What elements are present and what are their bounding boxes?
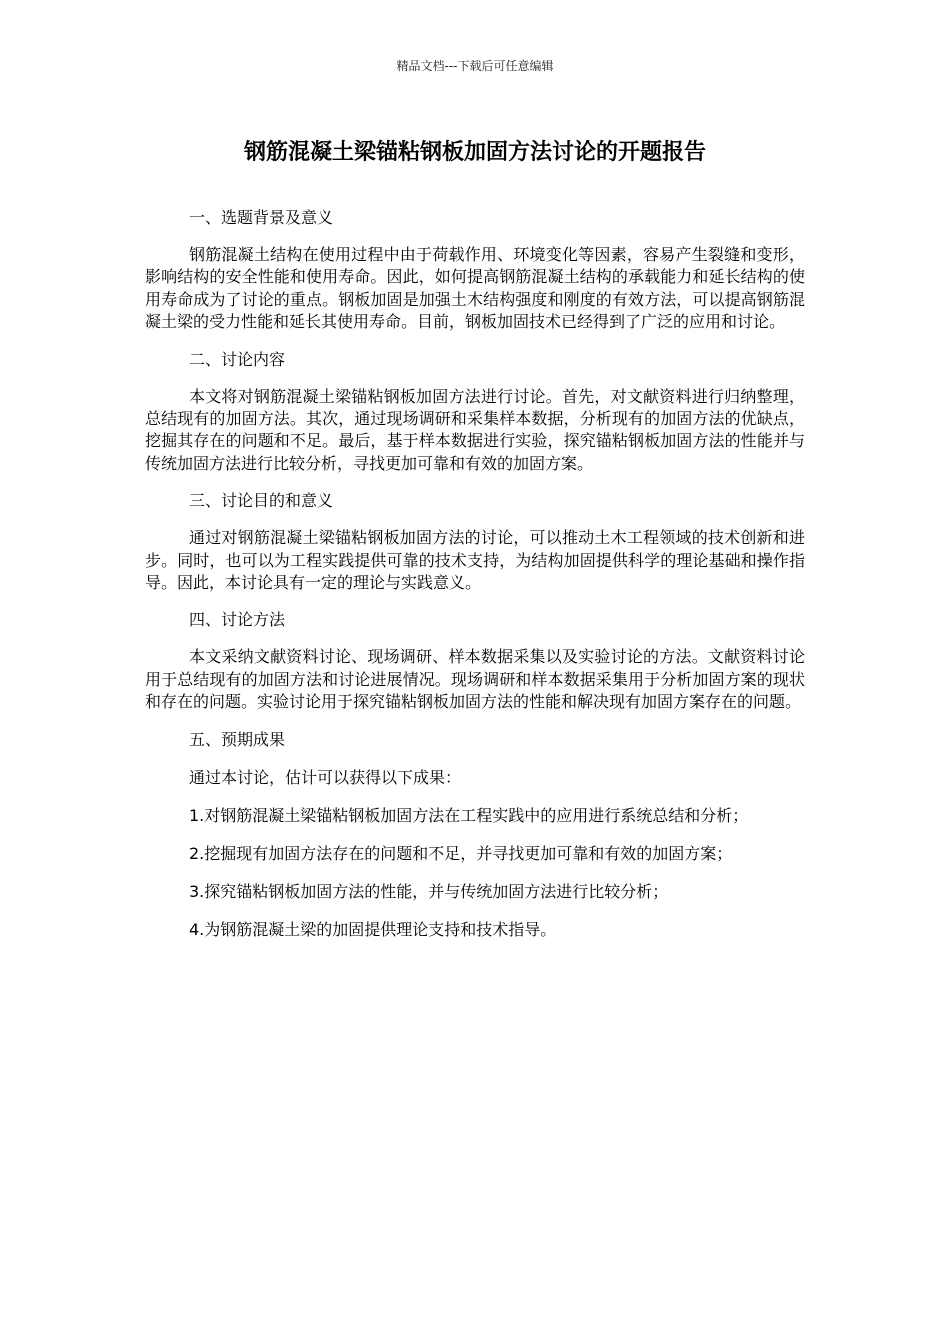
section-heading: 四、讨论方法 [189, 610, 286, 630]
body-paragraph: 钢筋混凝土结构在使用过程中由于荷载作用、环境变化等因素，容易产生裂缝和变形，影响结构的安全性能和使用寿命。因此，如何提高钢筋混凝土结构的承载能力和延长结构的使用寿命成为了讨论的重点。钢板加固是加强土木结构强度和刚度的有效方法，可以提高钢筋混凝土梁的受力性能和延长其使用寿命。目前，钢板加固技术已经得到了广泛的应用和讨论。 [145, 245, 805, 332]
section-heading: 二、讨论内容 [189, 349, 286, 369]
outcome-item: 2.挖掘现有加固方法存在的问题和不足，并寻找更加可靠和有效的加固方案； [189, 843, 733, 863]
outcome-item: 3.探究锚粘钢板加固方法的性能，并与传统加固方法进行比较分析； [189, 881, 669, 901]
outcome-item: 1.对钢筋混凝土梁锚粘钢板加固方法在工程实践中的应用进行系统总结和分析； [189, 805, 749, 825]
outcomes-intro: 通过本讨论，估计可以获得以下成果： [189, 767, 462, 787]
document-body [145, 206, 805, 956]
section-heading: 三、讨论目的和意义 [189, 491, 334, 511]
body-paragraph: 本文采纳文献资料讨论、现场调研、样本数据采集以及实验讨论的方法。文献资料讨论用于总结现有的加固方法和讨论进展情况。现场调研和样本数据采集用于分析加固方案的现状和存在的问题。实验讨论用于探究锚粘钢板加固方法的性能和解决现有加固方案存在的问题。 [145, 647, 805, 712]
outcome-item: 4.为钢筋混凝土梁的加固提供理论支持和技术指导。 [189, 919, 557, 939]
document-title: 钢筋混凝土梁锚粘钢板加固方法讨论的开题报告 [243, 140, 706, 165]
header-note: 精品文档---下载后可任意编辑 [396, 59, 554, 73]
section-heading: 一、选题背景及意义 [189, 208, 334, 227]
body-paragraph: 通过对钢筋混凝土梁锚粘钢板加固方法的讨论，可以推动土木工程领域的技术创新和进步。同时，也可以为工程实践提供可靠的技术支持，为结构加固提供科学的理论基础和操作指导。因此，本讨论具有一定的理论与实践意义。 [145, 528, 805, 593]
body-paragraph: 本文将对钢筋混凝土梁锚粘钢板加固方法进行讨论。首先，对文献资料进行归纳整理，总结现有的加固方法。其次，通过现场调研和采集样本数据，分析现有的加固方法的优缺点，挖掘其存在的问题和不足。最后，基于样本数据进行实验，探究锚粘钢板加固方法的性能并与传统加固方法进行比较分析，寻找更加可靠和有效的加固方案。 [145, 386, 805, 473]
section-heading: 五、预期成果 [189, 729, 286, 749]
